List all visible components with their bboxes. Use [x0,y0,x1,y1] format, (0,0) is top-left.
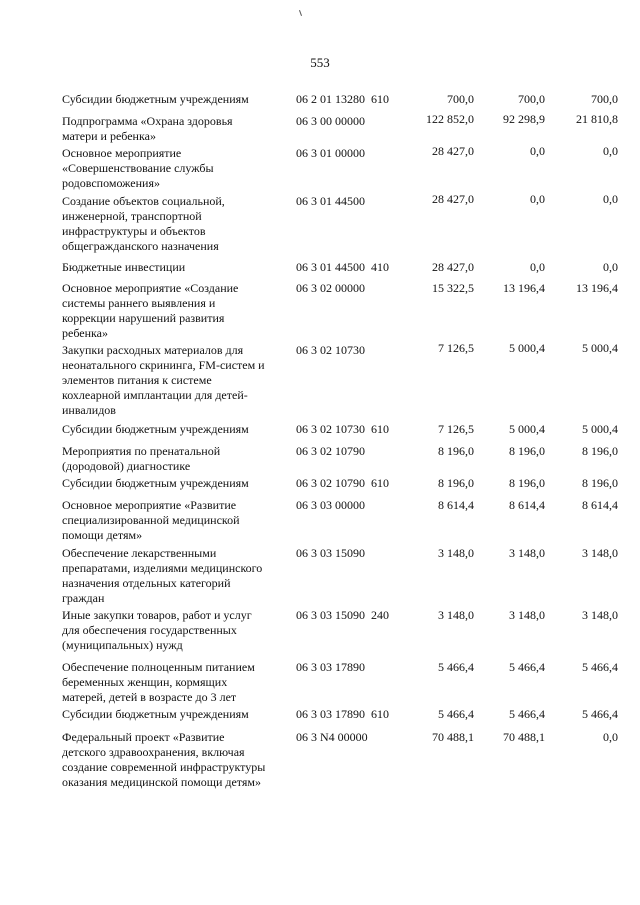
row-value-v2: 8 196,0 [509,444,545,458]
row-code: 06 2 01 13280 610 [296,92,389,106]
row-name-line: граждан [62,591,105,605]
row-value-v1: 5 466,4 [438,660,474,674]
row-name [62,498,298,543]
row-value-v2: 92 298,9 [503,112,545,126]
row-name-line: общегражданского назначения [62,239,219,253]
row-value-v1: 70 488,1 [432,730,474,744]
row-name [62,281,298,341]
row-value-v2: 5 466,4 [509,707,545,721]
row-name [62,608,298,653]
row-value-v2: 3 148,0 [509,546,545,560]
row-name-line: неонатального скрининга, FM-систем и [62,358,265,372]
row-value-v1: 3 148,0 [438,546,474,560]
row-name-line: беременных женщин, кормящих [62,675,228,689]
row-value-v3: 21 810,8 [576,112,618,126]
row-value-v1: 7 126,5 [438,422,474,436]
row-code: 06 3 01 00000 [296,146,365,160]
row-value-v1: 15 322,5 [432,281,474,295]
row-value-v3: 5 466,4 [582,707,618,721]
row-name-line: помощи детям» [62,528,143,542]
row-value-v1: 28 427,0 [432,144,474,158]
row-value-v1: 28 427,0 [432,260,474,274]
row-name [62,114,298,144]
row-value-v2: 13 196,4 [503,281,545,295]
scan-mark [299,10,302,16]
row-name-line: Основное мероприятие [62,146,182,160]
row-name-line: матери и ребенка» [62,129,156,143]
row-value-v1: 7 126,5 [438,341,474,355]
row-value-v3: 5 000,4 [582,422,618,436]
row-value-v1: 8 196,0 [438,476,474,490]
row-value-v1: 3 148,0 [438,608,474,622]
row-value-v3: 0,0 [603,192,618,206]
row-name-line: Субсидии бюджетным учреждениям [62,92,249,106]
row-value-v1: 122 852,0 [426,112,474,126]
row-name-line: инфраструктуры и объектов [62,224,206,238]
row-value-v1: 28 427,0 [432,192,474,206]
row-name-line: кохлеарной имплантации для детей- [62,388,248,402]
row-code: 06 3 02 10790 [296,444,365,458]
row-name-line: инвалидов [62,403,116,417]
row-name-line: «Совершенствование службы [62,161,214,175]
row-name [62,343,298,418]
row-name-line: Подпрограмма «Охрана здоровья [62,114,233,128]
row-code: 06 3 02 10790 610 [296,476,389,490]
row-name-line: (муниципальных) нужд [62,638,183,652]
row-code: 06 3 00 00000 [296,114,365,128]
row-value-v3: 13 196,4 [576,281,618,295]
row-name [62,92,298,107]
row-code: 06 3 02 10730 [296,343,365,357]
row-name [62,146,298,191]
row-name-line: элементов питания к системе [62,373,212,387]
row-value-v3: 5 466,4 [582,660,618,674]
row-name-line: Закупки расходных материалов для [62,343,244,357]
row-code: 06 3 03 15090 240 [296,608,389,622]
row-name-line: для обеспечения государственных [62,623,237,637]
row-name-line: Основное мероприятие «Создание [62,281,239,295]
row-value-v2: 5 000,4 [509,422,545,436]
row-name-line: коррекции нарушений развития [62,311,225,325]
row-code: 06 3 02 10730 610 [296,422,389,436]
row-name-line: (дородовой) диагностике [62,459,191,473]
row-name-line: Создание объектов социальной, [62,194,225,208]
row-value-v3: 0,0 [603,260,618,274]
row-name-line: Иные закупки товаров, работ и услуг [62,608,252,622]
row-code: 06 3 03 00000 [296,498,365,512]
row-value-v3: 8 196,0 [582,444,618,458]
row-name [62,194,298,254]
row-value-v2: 8 614,4 [509,498,545,512]
row-name-line: Субсидии бюджетным учреждениям [62,476,249,490]
page-number: 553 [310,55,330,70]
row-value-v3: 8 614,4 [582,498,618,512]
row-code: 06 3 N4 00000 [296,730,368,744]
row-name [62,660,298,705]
row-code: 06 3 03 17890 610 [296,707,389,721]
row-name-line: Обеспечение полноценным питанием [62,660,255,674]
row-name-line: препаратами, изделиями медицинского [62,561,263,575]
row-name [62,476,298,491]
row-name-line: специализированной медицинской [62,513,240,527]
row-name [62,707,298,722]
row-name [62,422,298,437]
row-code: 06 3 02 00000 [296,281,365,295]
row-value-v2: 3 148,0 [509,608,545,622]
row-name-line: Бюджетные инвестиции [62,260,186,274]
row-value-v1: 8 196,0 [438,444,474,458]
row-name-line: детского здравоохранения, включая [62,745,245,759]
row-value-v2: 0,0 [530,144,545,158]
row-value-v3: 0,0 [603,730,618,744]
row-code: 06 3 03 17890 [296,660,365,674]
row-value-v3: 700,0 [591,92,618,106]
row-code: 06 3 01 44500 410 [296,260,389,274]
row-value-v1: 700,0 [447,92,474,106]
row-name-line: Мероприятия по пренатальной [62,444,221,458]
row-name-line: создание современной инфраструктуры [62,760,266,774]
row-value-v2: 8 196,0 [509,476,545,490]
row-name [62,730,298,790]
row-value-v3: 5 000,4 [582,341,618,355]
row-name-line: матерей, детей в возрасте до 3 лет [62,690,237,704]
row-value-v3: 3 148,0 [582,608,618,622]
row-value-v1: 5 466,4 [438,707,474,721]
row-value-v2: 5 466,4 [509,660,545,674]
row-name-line: Основное мероприятие «Развитие [62,498,237,512]
row-name-line: Обеспечение лекарственными [62,546,217,560]
row-name-line: Федеральный проект «Развитие [62,730,225,744]
row-value-v2: 70 488,1 [503,730,545,744]
row-value-v2: 5 000,4 [509,341,545,355]
row-name [62,260,298,275]
row-name-line: назначения отдельных категорий [62,576,231,590]
row-name [62,444,298,474]
row-value-v3: 0,0 [603,144,618,158]
row-name-line: оказания медицинской помощи детям» [62,775,262,789]
row-code: 06 3 01 44500 [296,194,365,208]
row-name-line: системы раннего выявления и [62,296,216,310]
row-value-v3: 3 148,0 [582,546,618,560]
row-value-v1: 8 614,4 [438,498,474,512]
row-name-line: инженерной, транспортной [62,209,202,223]
row-value-v3: 8 196,0 [582,476,618,490]
row-name-line: родовспоможения» [62,176,160,190]
row-name-line: Субсидии бюджетным учреждениям [62,422,249,436]
row-value-v2: 0,0 [530,260,545,274]
row-code: 06 3 03 15090 [296,546,365,560]
row-name-line: ребенка» [62,326,108,340]
row-name [62,546,298,606]
row-value-v2: 0,0 [530,192,545,206]
row-name-line: Субсидии бюджетным учреждениям [62,707,249,721]
row-value-v2: 700,0 [518,92,545,106]
